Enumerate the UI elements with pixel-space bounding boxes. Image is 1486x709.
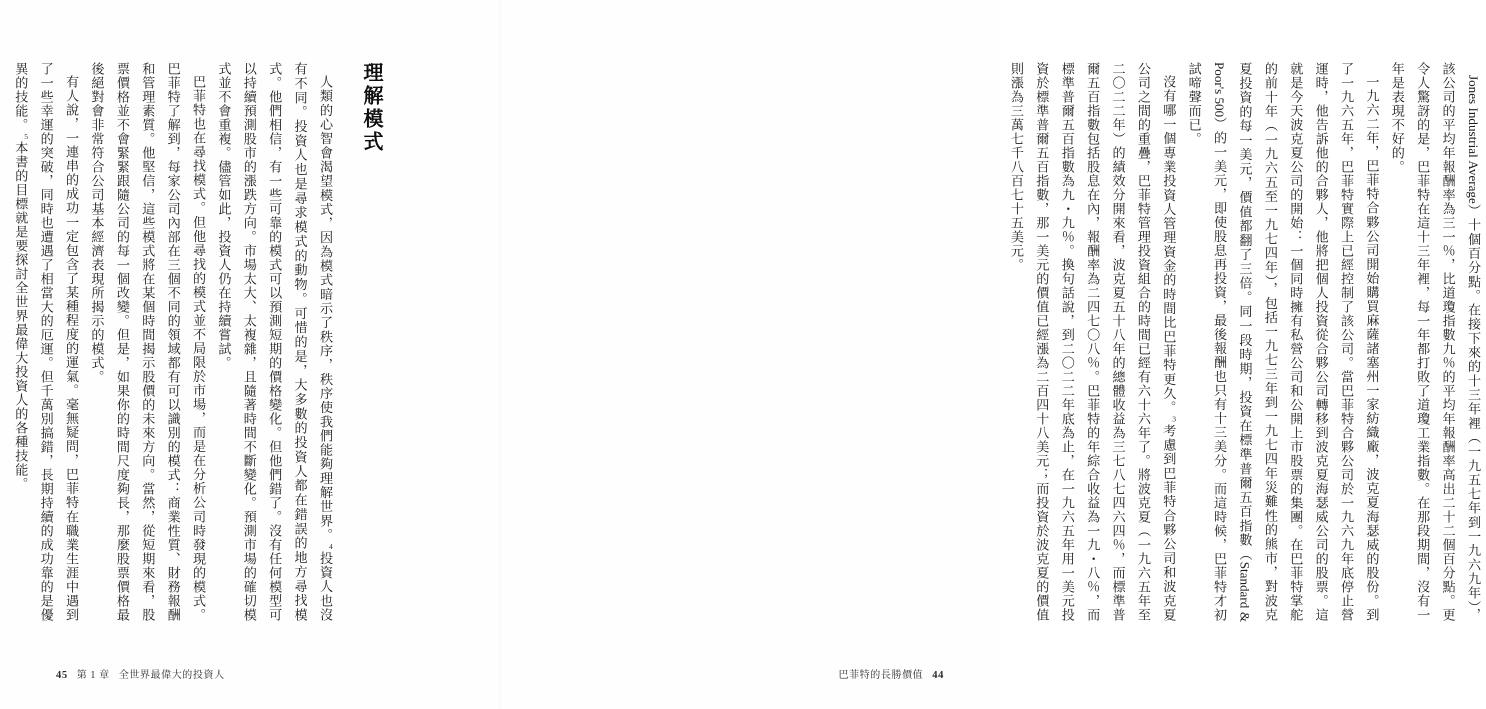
left-page-text-body [13,62,338,623]
latin-run: Standard & Poor's 500 [1212,62,1253,622]
footer-page-number-right: 44 [932,670,944,681]
paragraph-l1: 人類的心智會渴望模式，因為模式暗示了秩序，秩序使我們能夠理解世界。$^4$投資人也沒有不同。投資人也是尋求模式的動物。可惜的是，大多數的投資人都在錯誤的地方尋找模式。他們相信，有一些可靠的模式可以預測短期的價格變化。但他們錯了。沒有任何模型可以持續預測股市的漲跌方向。市場太大、太複雜，且隨著時間不斷變化。預測市場的確切模式並不會重複。儘管如此，投資人仍在持續嘗試。 [216,62,336,623]
paragraph-r3: 沒有哪一個專業投資人管理資金的時間比巴菲特更久。$^3$考慮到巴菲特合夥公司和波克夏公司之間的重疊，巴菲特管理投資組合的時間已經有六十六年了。將波克夏（一九六五年至二〇二二年）的績效分開來看，波克夏五十八年的總體收益為三七八七四六四％，而標準普爾五百指數包括股息在內，報酬率為二四七〇八％。巴菲特的年綜合收益為一九・八％，而標準普爾五百指數為九・九％。換句話說，到二〇二二年底為止，在一九六五年用一美元投資於標準普爾五百指數，那一美元的價值已經漲為二百四十八美元；而投資於波克夏的價值則漲為三萬七千八百七十五美元。 [1008,62,1179,623]
footer-page-number-left: 45 [56,670,68,681]
paragraph-l3: 有人說，一連串的成功一定包含了某種程度的運氣。毫無疑問，巴菲特在職業生涯中遇到了一些幸運的突破，同時也遭遇了相當大的厄運。但千萬別搞錯，長期持續的成功靠的是優異的技能。$^5$本書的目標就是要探討全世界最偉大投資人的各種技能。 [13,62,80,622]
right-page-text-body [1008,62,1486,623]
footer-left [56,666,225,681]
footer-chapter-label: 第 1 章 [76,670,110,681]
paragraph-l2: 巴菲特也在尋找模式。但他尋找的模式並不局限於市場，而是在分析公司時發現的模式。巴菲特了解到，每家公司內部在三個不同的領域都有可以識別的模式：商業性質、財務報酬和管理素質。他堅信，這些模式將在某個時間揭示股價的未來方向。當然，從短期來看，股票價格並不會緊緊跟隨公司的每一個改變。但是，如果你的時間尺度夠長，那麼股票價格最後絕對會非常符合公司基本經濟表現所揭示的模式。 [89,62,207,622]
paragraph-r1: Jones Industrial Average）十個百分點。在接下來的十三年裡（一九五七年到一九六九年），該公司的平均年報酬率為三一％，比道瓊指數九％的平均年報酬率高出二十二個百分點。更令人驚訝的是，巴菲特在這十三年裡，每一年都打敗了道瓊工業指數。在那段期間，沒有一年是表現不好的。 [1389,62,1481,622]
right-page-text-spill [430,62,472,622]
footnote-marker-3: 3 [1169,414,1179,424]
page-left [0,0,500,709]
page-right [500,0,1481,709]
section-heading: 理解模式 [360,62,382,154]
paragraph-r2: 一九六二年，巴菲特合夥公司開始購買麻薩諸塞州一家紡織廠，波克夏海瑟威的股份。到了一九六五年，巴菲特實際上已經控制了該公司。當巴菲特合夥公司於一九六九年底停止營運時，他告訴他的合夥人，他將把個人投資從合夥公司轉移到波克夏海瑟威公司的股票。這就是今天波克夏公司的開始：一個同時擁有私營公司和公開上市股票的集團。在巴菲特掌舵的前十年（一九六五至一九七四年），包括一九七三年到一九七四年災難性的熊市，對波克夏投資的每一美元，價值都翻了三倍。同一段時期，投資在標準普爾五百指數（Standard & Poor's 500）的一美元，即使股息再投資，最後報酬也只有十三美分。而這時候，巴菲特才初試啼聲而已。 [1186,62,1380,623]
footer-book-title: 巴菲特的長勝價值 [838,670,924,681]
footer-chapter-title: 全世界最偉大的投資人 [118,670,225,681]
latin-run: Jones Industrial Average [1466,75,1481,204]
footer-right [838,666,944,681]
footnote-marker-5: 5 [21,132,31,141]
footnote-marker-4: 4 [326,542,336,552]
